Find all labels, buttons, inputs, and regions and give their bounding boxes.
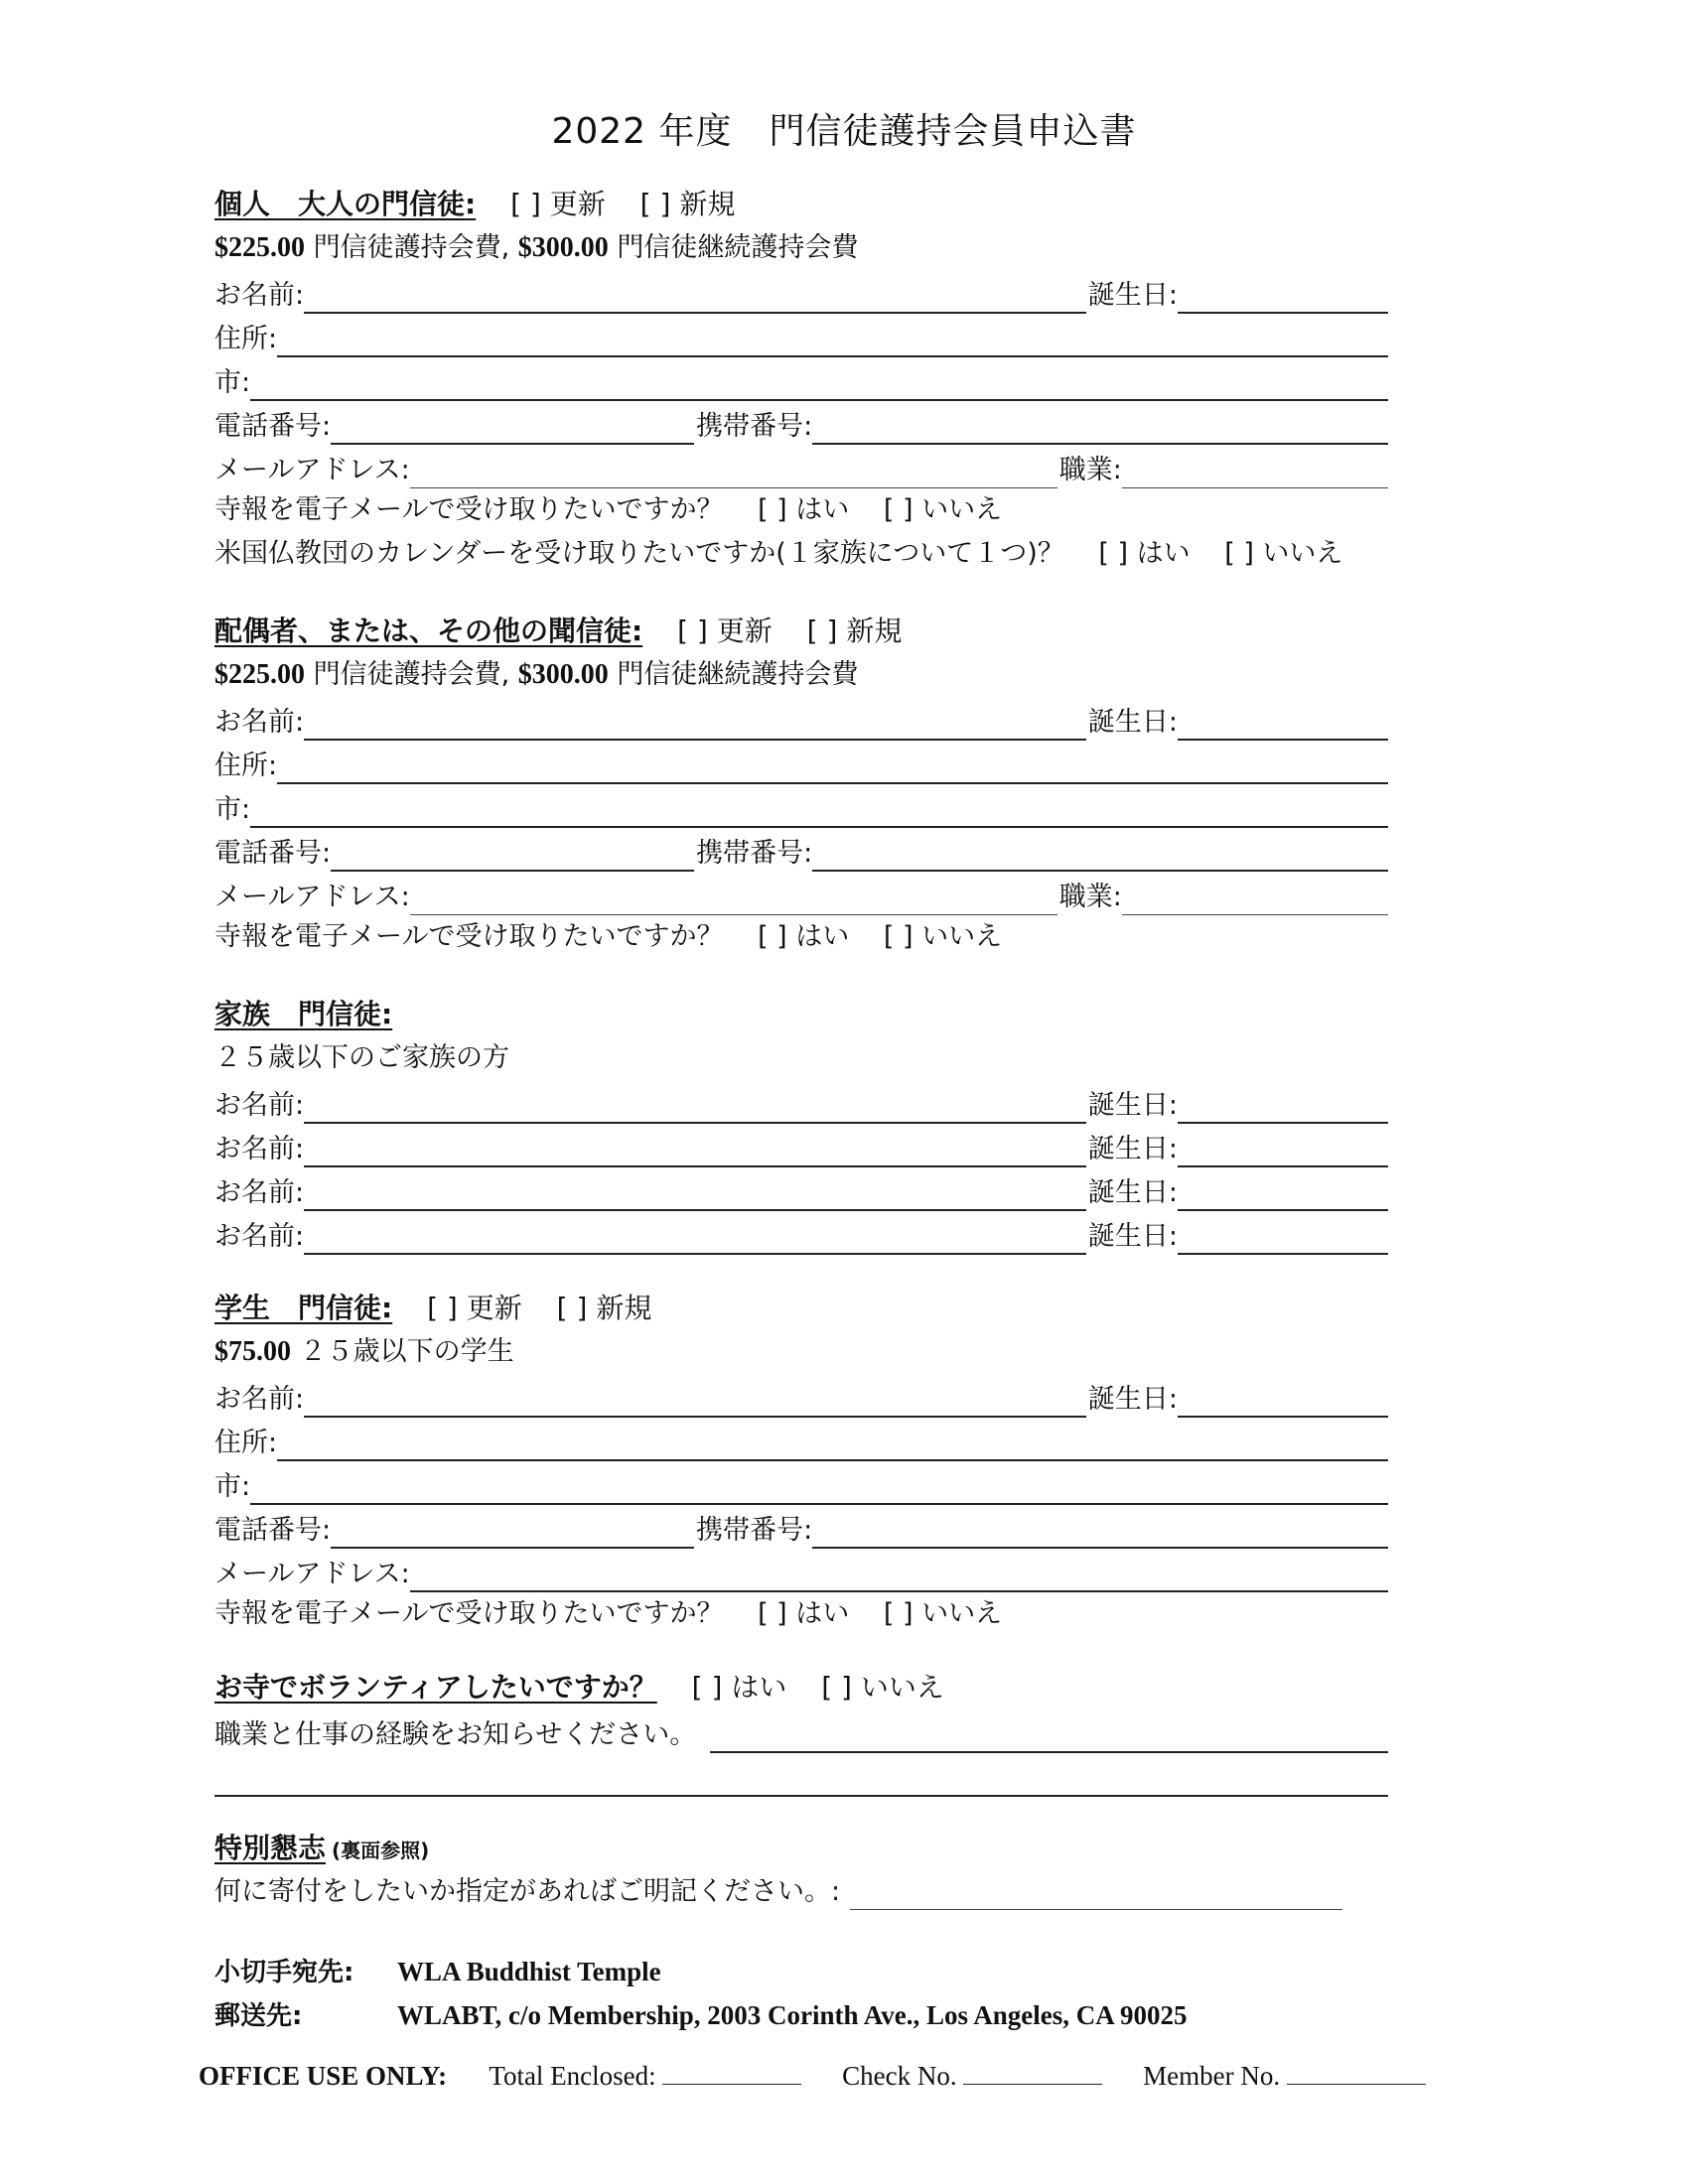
check-no-label: Check No.	[842, 2061, 957, 2091]
calendar-no-checkbox[interactable]: [ ] いいえ	[1224, 538, 1343, 569]
donation-field[interactable]	[850, 1879, 1342, 1910]
city-label: 市:	[214, 794, 251, 825]
family-heading: 家族 門信徒:	[214, 998, 393, 1030]
spouse-new-checkbox[interactable]: [ ] 新規	[806, 614, 903, 647]
city-field[interactable]	[250, 796, 1388, 828]
mobile-field[interactable]	[812, 413, 1388, 445]
birthday-field[interactable]	[1178, 282, 1388, 314]
occupation-label: 職業:	[1058, 882, 1122, 912]
newsletter-question-text: 寺報を電子メールで受け取りたいですか？	[214, 494, 724, 525]
experience-row-2	[214, 1753, 1390, 1797]
individual-renew-checkbox[interactable]: [ ] 更新	[510, 188, 606, 220]
fee-amount: $75.00	[214, 1336, 291, 1367]
birthday-label: 誕生日:	[1087, 1177, 1178, 1208]
newsletter-yes-checkbox[interactable]: [ ] はい	[758, 1598, 850, 1629]
fee-text: 門信徒継続護持会費	[608, 659, 859, 690]
address-row	[214, 1418, 1390, 1461]
name-label: お名前:	[214, 1384, 305, 1415]
email-row	[214, 1549, 1390, 1592]
address-label: 住所:	[214, 1428, 278, 1458]
phone-field[interactable]	[331, 840, 694, 872]
name-field[interactable]	[304, 709, 1086, 741]
student-new-checkbox[interactable]: [ ] 新規	[556, 1292, 652, 1324]
fee-amount: $225.00	[214, 232, 305, 263]
city-row	[214, 1461, 1390, 1505]
newsletter-yes-checkbox[interactable]: [ ] はい	[758, 494, 850, 525]
individual-fee	[214, 226, 1390, 270]
family-name-row	[214, 1080, 1390, 1124]
email-label: メールアドレス:	[214, 1559, 410, 1589]
phone-label: 電話番号:	[214, 1515, 332, 1546]
special-section	[214, 1831, 1390, 1910]
special-heading: 特別懇志	[214, 1832, 327, 1864]
student-header	[214, 1287, 1390, 1330]
volunteer-section	[214, 1666, 1390, 1797]
name-field[interactable]	[304, 1386, 1086, 1418]
name-label: お名前:	[214, 707, 305, 738]
special-note: (裏面参照)	[332, 1839, 430, 1862]
individual-header	[214, 183, 1390, 226]
address-row	[214, 314, 1390, 357]
calendar-question-text: 米国仏教団のカレンダーを受け取りたいですか(１家族について１つ)？	[214, 538, 1064, 569]
experience-row	[214, 1709, 1390, 1753]
email-row	[214, 445, 1390, 488]
mail-value: WLABT, c/o Membership, 2003 Corinth Ave., Los Angeles, CA 90025	[397, 2000, 1188, 2030]
address-label: 住所:	[214, 751, 278, 781]
occupation-label: 職業:	[1058, 455, 1122, 485]
birthday-field[interactable]	[1178, 1136, 1388, 1167]
fee-amount: $225.00	[214, 659, 305, 690]
birthday-label: 誕生日:	[1087, 1384, 1178, 1415]
name-label: お名前:	[214, 1177, 305, 1208]
payable-value: WLA Buddhist Temple	[397, 1957, 661, 1986]
name-label: お名前:	[214, 1221, 305, 1252]
individual-heading: 個人 大人の門信徒:	[214, 188, 477, 220]
occupation-field[interactable]	[1122, 885, 1388, 915]
name-row	[214, 697, 1390, 741]
family-header	[214, 993, 1390, 1036]
newsletter-question	[214, 915, 1390, 959]
phone-field[interactable]	[331, 413, 694, 445]
spouse-fee	[214, 653, 1390, 697]
fee-amount: $300.00	[517, 232, 609, 263]
total-enclosed-label: Total Enclosed:	[489, 2061, 656, 2091]
email-field[interactable]	[410, 1561, 1388, 1592]
address-field[interactable]	[277, 1430, 1388, 1461]
name-field[interactable]	[304, 1223, 1086, 1255]
phone-row	[214, 1505, 1390, 1549]
mobile-field[interactable]	[812, 840, 1388, 872]
volunteer-header	[214, 1666, 1390, 1709]
office-use-label: OFFICE USE ONLY:	[199, 2061, 448, 2091]
newsletter-question	[214, 488, 1390, 532]
spouse-renew-checkbox[interactable]: [ ] 更新	[677, 614, 773, 647]
city-row	[214, 357, 1390, 401]
phone-row	[214, 828, 1390, 872]
newsletter-question	[214, 1592, 1390, 1636]
phone-label: 電話番号:	[214, 838, 332, 869]
city-field[interactable]	[250, 1473, 1388, 1505]
mobile-label: 携帯番号:	[696, 411, 813, 442]
calendar-question	[214, 532, 1390, 576]
birthday-label: 誕生日:	[1087, 1134, 1178, 1164]
individual-section	[214, 183, 1390, 576]
address-label: 住所:	[214, 324, 278, 354]
mail-label: 郵送先:	[214, 2001, 303, 2031]
member-no-field[interactable]	[1287, 2062, 1426, 2085]
newsletter-no-checkbox[interactable]: [ ] いいえ	[883, 1598, 1003, 1629]
mail-row	[214, 1995, 1188, 2032]
name-row	[214, 1374, 1390, 1418]
total-enclosed-field[interactable]	[662, 2062, 801, 2085]
birthday-label: 誕生日:	[1087, 707, 1178, 738]
phone-field[interactable]	[331, 1517, 694, 1549]
individual-new-checkbox[interactable]: [ ] 新規	[639, 188, 736, 220]
name-label: お名前:	[214, 1134, 305, 1164]
mobile-label: 携帯番号:	[696, 838, 813, 869]
volunteer-heading: お寺でボランティアしたいですか？	[214, 1671, 657, 1704]
family-name-row	[214, 1124, 1390, 1167]
email-row	[214, 872, 1390, 915]
family-note: ２５歳以下のご家族の方	[214, 1042, 509, 1073]
email-field[interactable]	[410, 458, 1057, 488]
fee-text: 門信徒護持会費,	[305, 232, 518, 263]
name-row	[214, 270, 1390, 314]
student-section	[214, 1287, 1390, 1636]
volunteer-no-checkbox[interactable]: [ ] いいえ	[821, 1671, 944, 1704]
name-field[interactable]	[304, 1179, 1086, 1211]
name-label: お名前:	[214, 280, 305, 311]
address-field[interactable]	[277, 752, 1388, 784]
city-label: 市:	[214, 1471, 251, 1502]
city-field[interactable]	[250, 369, 1388, 401]
newsletter-no-checkbox[interactable]: [ ] いいえ	[883, 921, 1003, 952]
email-field[interactable]	[410, 885, 1057, 915]
name-label: お名前:	[214, 1090, 305, 1121]
birthday-field[interactable]	[1178, 1223, 1388, 1255]
birthday-field[interactable]	[1178, 1386, 1388, 1418]
birthday-label: 誕生日:	[1087, 280, 1178, 311]
birthday-field[interactable]	[1178, 1179, 1388, 1211]
donation-label: 何に寄付をしたいか指定があればご明記ください。:	[214, 1876, 841, 1907]
city-label: 市:	[214, 367, 251, 398]
spouse-header	[214, 610, 1390, 653]
payable-row	[214, 1952, 661, 1988]
calendar-yes-checkbox[interactable]: [ ] はい	[1098, 538, 1191, 569]
phone-label: 電話番号:	[214, 411, 332, 442]
name-field[interactable]	[304, 282, 1086, 314]
birthday-field[interactable]	[1178, 1092, 1388, 1124]
page-title: 2022 年度 門信徒護持会員申込書	[551, 111, 1137, 152]
volunteer-yes-checkbox[interactable]: [ ] はい	[691, 1671, 787, 1704]
spouse-section	[214, 610, 1390, 959]
family-section	[214, 993, 1390, 1255]
name-field[interactable]	[304, 1136, 1086, 1167]
phone-row	[214, 401, 1390, 445]
special-header	[214, 1831, 1390, 1866]
fee-text: 門信徒護持会費,	[305, 659, 518, 690]
birthday-label: 誕生日:	[1087, 1221, 1178, 1252]
fee-text: 門信徒継続護持会費	[608, 232, 859, 263]
student-fee	[214, 1330, 1390, 1374]
newsletter-question-text: 寺報を電子メールで受け取りたいですか？	[214, 921, 724, 952]
birthday-label: 誕生日:	[1087, 1090, 1178, 1121]
newsletter-no-checkbox[interactable]: [ ] いいえ	[883, 494, 1003, 525]
birthday-field[interactable]	[1178, 709, 1388, 741]
student-heading: 学生 門信徒:	[214, 1292, 393, 1324]
fee-amount: $300.00	[517, 659, 609, 690]
check-no-field[interactable]	[963, 2062, 1102, 2085]
student-renew-checkbox[interactable]: [ ] 更新	[427, 1292, 522, 1324]
member-no-label: Member No.	[1143, 2061, 1281, 2091]
newsletter-yes-checkbox[interactable]: [ ] はい	[758, 921, 850, 952]
experience-field[interactable]	[710, 1721, 1388, 1753]
family-name-row	[214, 1167, 1390, 1211]
address-field[interactable]	[277, 326, 1388, 357]
email-label: メールアドレス:	[214, 455, 410, 485]
address-row	[214, 741, 1390, 784]
newsletter-question-text: 寺報を電子メールで受け取りたいですか？	[214, 1598, 724, 1629]
fee-text: ２５歳以下の学生	[291, 1336, 514, 1367]
experience-field-2[interactable]	[214, 1765, 1388, 1797]
office-use-row	[199, 2061, 1460, 2092]
experience-label: 職業と仕事の経験をお知らせください。	[214, 1719, 697, 1750]
mobile-field[interactable]	[812, 1517, 1388, 1549]
payable-label: 小切手宛先:	[214, 1958, 354, 1987]
email-label: メールアドレス:	[214, 882, 410, 912]
spouse-heading: 配偶者、または、その他の聞信徒:	[214, 614, 643, 647]
donation-row	[214, 1866, 1390, 1910]
occupation-field[interactable]	[1122, 458, 1388, 488]
mobile-label: 携帯番号:	[696, 1515, 813, 1546]
city-row	[214, 784, 1390, 828]
name-field[interactable]	[304, 1092, 1086, 1124]
family-name-row	[214, 1211, 1390, 1255]
